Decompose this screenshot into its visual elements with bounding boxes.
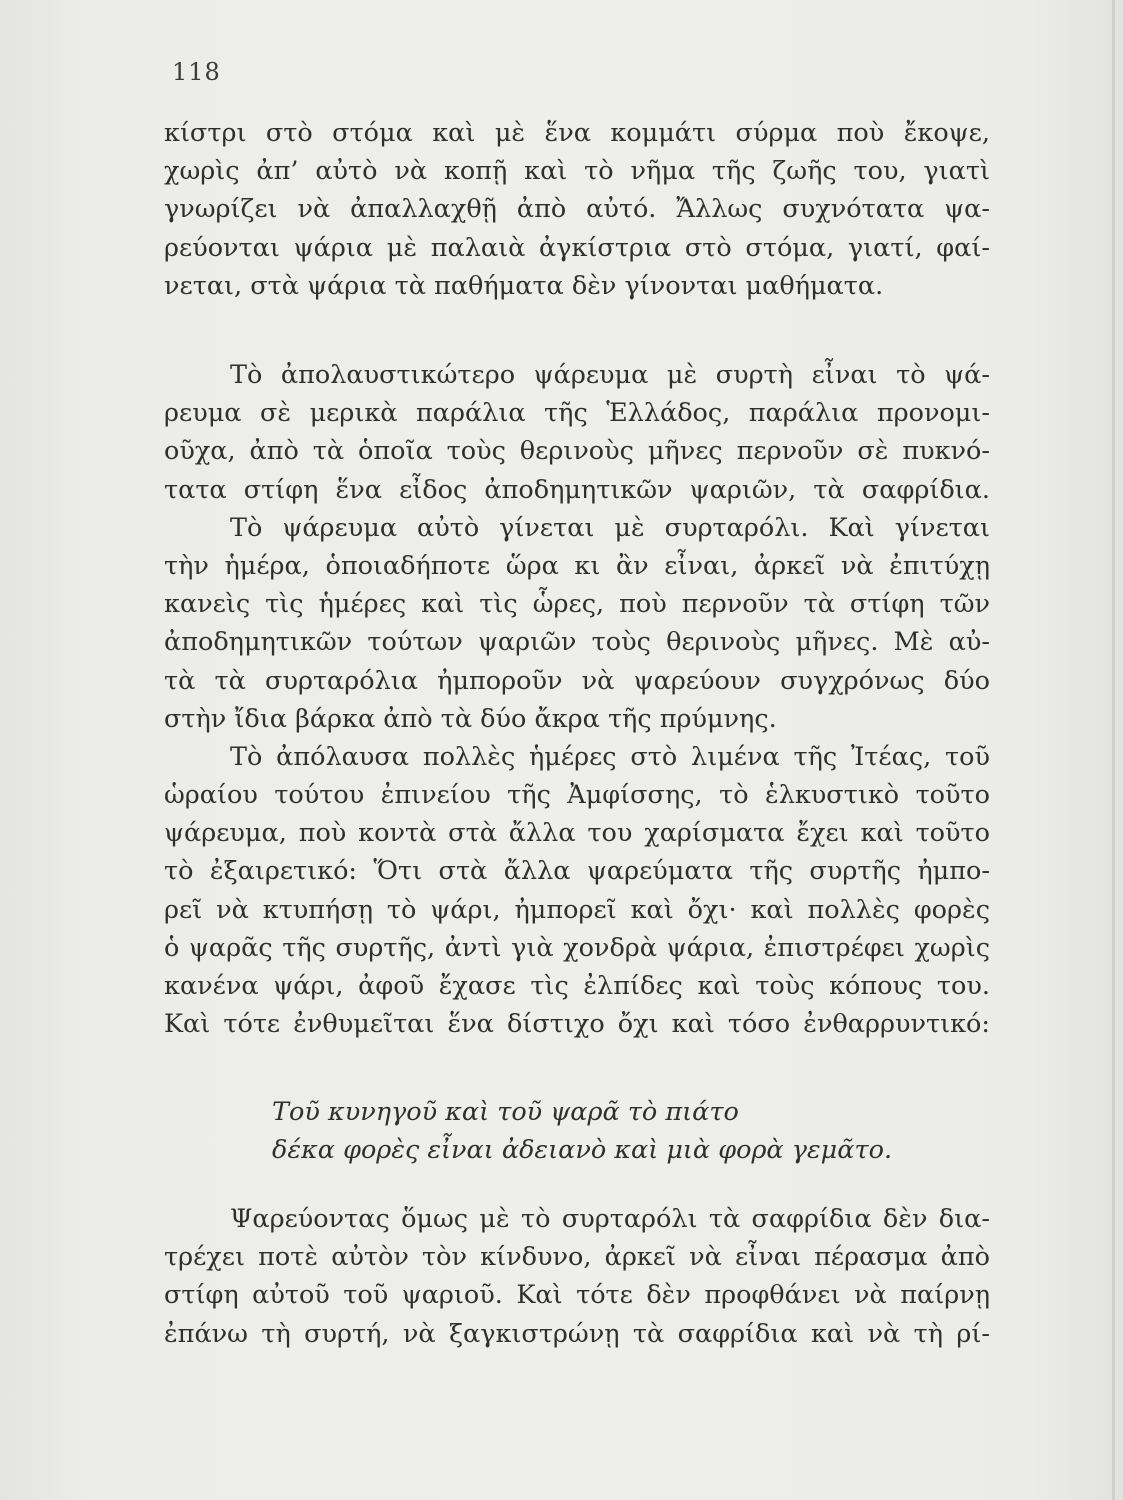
- page-edge: [1112, 0, 1115, 1500]
- page-number: 118: [172, 58, 221, 86]
- text-line: Τὸ ψάρευμα αὐτὸ γίνεται μὲ συρταρόλι. Καὶ γίνεται: [230, 512, 990, 543]
- text-line: τὸ ἐξαιρετικό: Ὅτι στὰ ἄλλα ψαρεύματα τῆς συρτῆς ἠμπο-: [164, 856, 990, 887]
- text-line: τὰ τὰ συρταρόλια ἠμποροῦν νὰ ψαρεύουν συγχρόνως δύο: [164, 665, 990, 696]
- text-line: ὡραίου τούτου ἐπινείου τῆς Ἀμφίσσης, τὸ ἑλκυστικὸ τοῦτο: [164, 780, 990, 811]
- text-line: ρευμα σὲ μερικὰ παράλια τῆς Ἑλλάδος, παράλια προνομι-: [164, 398, 990, 429]
- text-line: τατα στίφη ἕνα εἶδος ἀποδημητικῶν ψαριῶν, τὰ σαφρίδια.: [164, 474, 990, 505]
- text-line: χωρὶς ἀπ’ αὐτὸ νὰ κοπῇ καὶ τὸ νῆμα τῆς ζωῆς του, γιατὶ: [164, 156, 990, 187]
- verse-couplet: [272, 1093, 992, 1169]
- text-line: στὴν ἴδια βάρκα ἀπὸ τὰ δύο ἄκρα τῆς πρύμνης.: [164, 703, 777, 734]
- paragraph-1: [164, 114, 990, 305]
- text-line: γνωρίζει νὰ ἀπαλλαχθῇ ἀπὸ αὐτό. Ἄλλως συχνότατα ψα-: [164, 194, 990, 225]
- text-line: Τὸ ἀπόλαυσα πολλὲς ἡμέρες στὸ λιμένα τῆς Ἰτέας, τοῦ: [230, 741, 990, 772]
- text-line: ψάρευμα, ποὺ κοντὰ στὰ ἄλλα του χαρίσματα ἔχει καὶ τοῦτο: [164, 818, 990, 849]
- text-line: τὴν ἡμέρα, ὁποιαδήποτε ὥρα κι ἂν εἶναι, ἀρκεῖ νὰ ἐπιτύχῃ: [164, 550, 990, 581]
- text-line: ρεύονται ψάρια μὲ παλαιὰ ἀγκίστρια στὸ στόμα, γιατί, φαί-: [164, 232, 990, 263]
- text-line: τρέχει ποτὲ αὐτὸν τὸν κίνδυνο, ἀρκεῖ νὰ εἶναι πέρασμα ἀπὸ: [164, 1242, 990, 1273]
- text-line: ὁ ψαρᾶς τῆς συρτῆς, ἀντὶ γιὰ χονδρὰ ψάρια, ἐπιστρέφει χωρὶς: [164, 932, 990, 963]
- verse-line: Τοῦ κυνηγοῦ καὶ τοῦ ψαρᾶ τὸ πιάτο: [272, 1097, 739, 1127]
- text-line: Καὶ τότε ἐνθυμεῖται ἕνα δίστιχο ὄχι καὶ τόσο ἐνθαρρυντικό:: [164, 1009, 990, 1040]
- text-line: κανεὶς τὶς ἡμέρες καὶ τὶς ὧρες, ποὺ περνοῦν τὰ στίφη τῶν: [164, 589, 990, 620]
- text-line: ρεῖ νὰ κτυπήσῃ τὸ ψάρι, ἠμπορεῖ καὶ ὄχι· καὶ πολλὲς φορὲς: [164, 894, 990, 925]
- verse-line: δέκα φορὲς εἶναι ἀδειανὸ καὶ μιὰ φορὰ γεμᾶτο.: [272, 1135, 893, 1165]
- text-line: Ψαρεύοντας ὅμως μὲ τὸ συρταρόλι τὰ σαφρίδια δὲν δια-: [230, 1204, 990, 1234]
- text-line: Τὸ ἀπολαυστικώτερο ψάρευμα μὲ συρτὴ εἶναι τὸ ψά-: [230, 360, 990, 390]
- text-line: στίφη αὐτοῦ τοῦ ψαριοῦ. Καὶ τότε δὲν προφθάνει νὰ παίρνῃ: [164, 1280, 990, 1311]
- paragraph-3: [164, 1200, 990, 1353]
- text-line: ἀποδημητικῶν τούτων ψαριῶν τοὺς θερινοὺς μῆνες. Μὲ αὐ-: [164, 627, 990, 658]
- text-line: κανένα ψάρι, ἀφοῦ ἔχασε τὶς ἐλπίδες καὶ τοὺς κόπους του.: [164, 971, 990, 1001]
- paragraph-2: [164, 356, 990, 1043]
- text-line: κίστρι στὸ στόμα καὶ μὲ ἕνα κομμάτι σύρμα ποὺ ἔκοψε,: [164, 118, 990, 148]
- text-line: ἐπάνω τὴ συρτή, νὰ ξαγκιστρώνῃ τὰ σαφρίδια καὶ νὰ τὴ ρί-: [164, 1318, 990, 1349]
- text-line: νεται, στὰ ψάρια τὰ παθήματα δὲν γίνονται μαθήματα.: [164, 270, 884, 301]
- text-line: οῦχα, ἀπὸ τὰ ὁποῖα τοὺς θερινοὺς μῆνες περνοῦν σὲ πυκνό-: [164, 436, 990, 467]
